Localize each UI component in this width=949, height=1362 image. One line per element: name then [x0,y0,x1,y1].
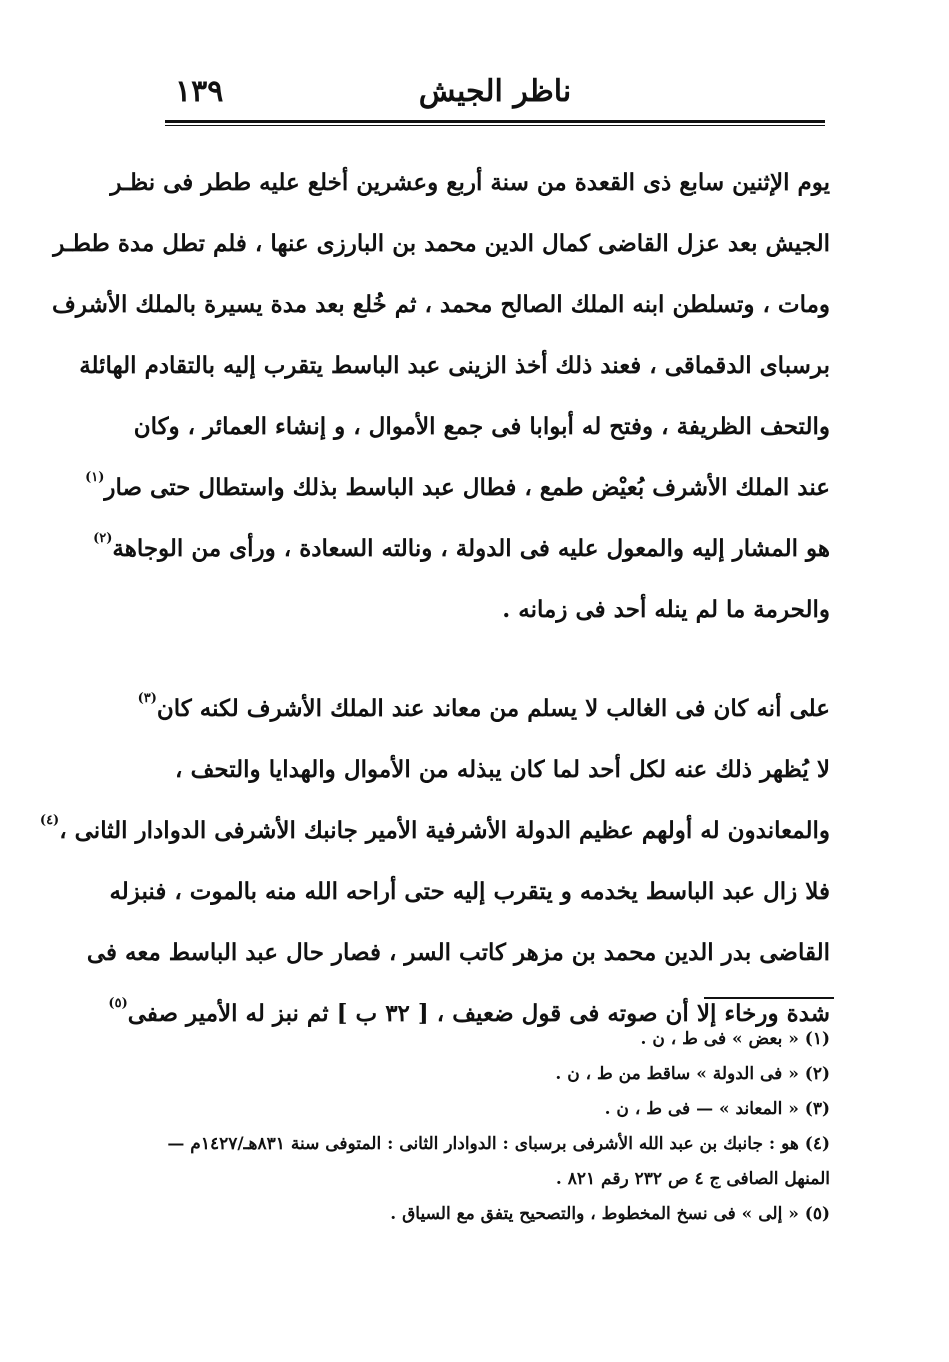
paragraph-2 [39,678,830,1044]
footnote-marker-2: (٢) [93,531,113,546]
footnote-marker-3: (٣) [137,691,157,706]
footnote-marker-5: (٥) [108,996,128,1011]
footnote-3: (٣) « المعاند » — فى ط ، ن . [604,1099,830,1119]
line-text: شدة ورخاء إلا أن صوته فى قول ضعيف ، [ ٣٢ ب ] ثم نبز له الأمير صفى [127,1000,830,1027]
footnote-5: (٥) « إلى » فى نسخ المخطوط ، والتصحيح يتفق مع السياق . [390,1204,830,1224]
text-line: القاضى بدر الدين محمد بن مزهر كاتب السر ، فصار حال عبد الباسط معه فى [86,939,830,966]
text-line: ومات ، وتسلطن ابنه الملك الصالح محمد ، ثم خُلع بعد مدة يسيرة بالملك الأشرف [52,291,830,318]
page-number: ١٣٩ [175,74,224,109]
footnote-marker-1: (١) [85,470,105,485]
header-rule [165,120,825,126]
line-text: والمعاندون له أولهم عظيم الدولة الأشرفية الأمير جانبك الأشرفى الدوادار الثانى ، [59,817,830,844]
paragraph-1 [52,152,830,640]
paragraph-gap [175,640,830,678]
text-line: برسباى الدقماقى ، فعند ذلك أخذ الزينى عبد الباسط يتقرب إليه بالتقادم الهائلة [79,352,830,379]
footnote-1: (١) « بعض » فى ط ، ن . [640,1029,830,1049]
text-line: الجيش بعد عزل القاضى كمال الدين محمد بن البارزى عنها ، فلم تطل مدة ططـر [53,230,830,257]
footnote-4: (٤) هو : جانبك بن عبد الله الأشرفى برسباى : الدوادار الثانى : المتوفى سنة ٨٣١هـ/١٤٢٧م — [167,1134,830,1154]
footnote-4-continuation: المنهل الصافى ج ٤ ص ٢٣٢ رقم ٨٢١ . [555,1169,830,1189]
line-text: على أنه كان فى الغالب لا يسلم من معاند عند الملك الأشرف لكنه كان [156,695,830,722]
text-line: فلا زال عبد الباسط يخدمه و يتقرب إليه حتى أراحه الله منه بالموت ، فنبزله [109,878,830,905]
text-line [93,518,830,579]
footnote-rule [704,997,834,999]
footnote-marker-4: (٤) [39,813,60,828]
footnote-2: (٢) « فى الدولة » ساقط من ط ، ن . [555,1064,830,1084]
line-text: عند الملك الأشرف بُعيْض طمع ، فطال عبد الباسط بذلك واستطال حتى صار [104,474,830,501]
footnotes [167,1022,830,1232]
line-text: هو المشار إليه والمعول عليه فى الدولة ، ونالته السعادة ، ورأى من الوجاهة [112,535,830,562]
body-text [39,152,830,1044]
text-line: لا يُظهر ذلك عنه لكل أحد لما كان يبذله من الأموال والهدايا والتحف ، [175,756,830,783]
text-line [85,457,830,518]
text-line: والتحف الظريفة ، وفتح له أبوابا فى جمع الأموال ، و إنشاء العمائر ، وكان [133,413,830,440]
text-line [39,800,830,861]
running-title: ناظر الجيش [418,74,572,109]
text-line: والحرمة ما لم ينله أحد فى زمانه . [502,596,830,623]
page-header [165,60,825,118]
text-line: يوم الإثنين سابع ذى القعدة من سنة أربع وعشرين أخلع عليه ططر فى نظـر [110,169,830,196]
text-line [137,678,830,739]
